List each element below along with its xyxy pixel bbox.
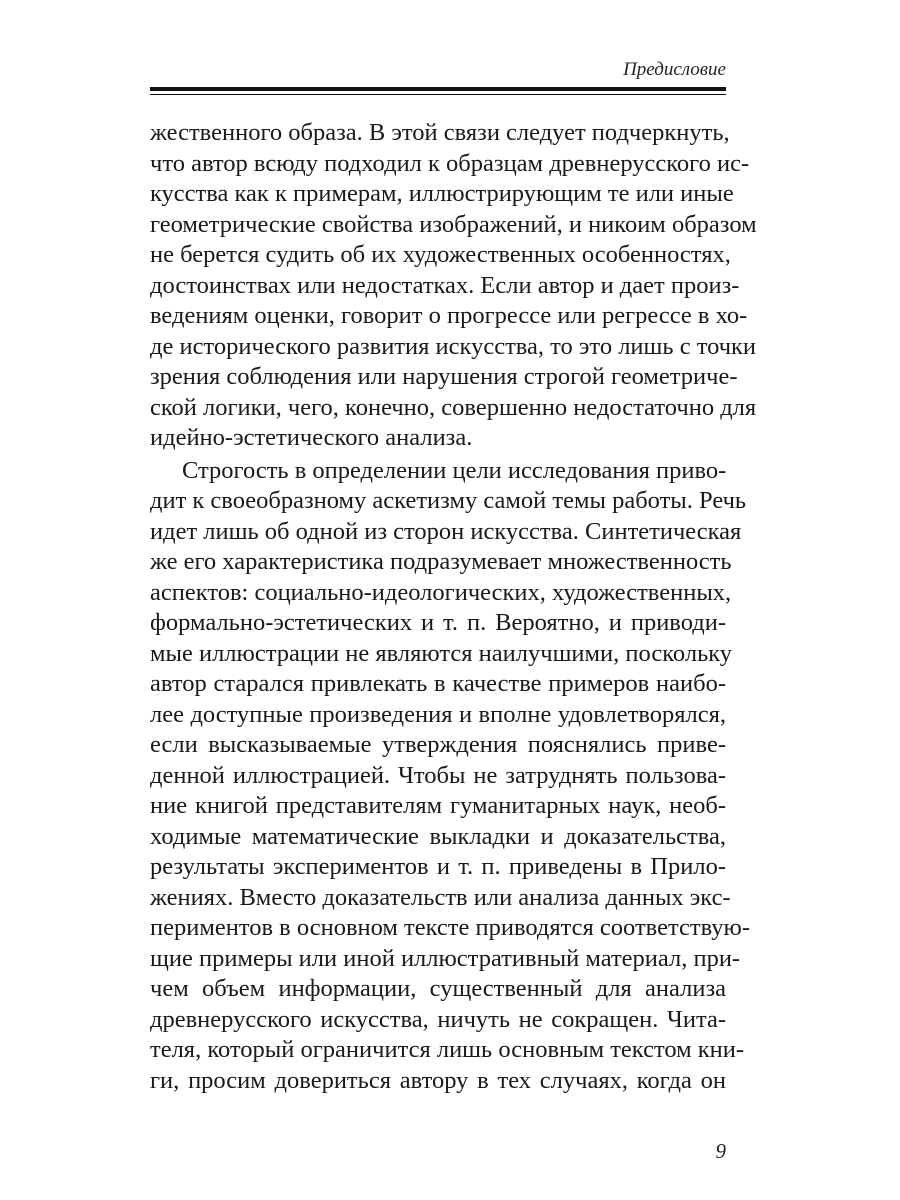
text-line: ской логики, чего, конечно, совершенно недостаточно для — [150, 393, 757, 421]
text-line: кусства как к примерам, иллюстрирующим те или иные — [150, 180, 734, 207]
text-line: теля, который ограничится лишь основным текстом кни- — [150, 1036, 745, 1063]
text-line: аспектов: социально-идеологических, художественных, — [150, 578, 732, 606]
text-line: формально-эстетических и т. п. Вероятно, и приводи- — [150, 609, 726, 636]
text-line: автор старался привлекать в качестве примеров наибо- — [150, 670, 726, 697]
body-text — [150, 118, 757, 1096]
text-line: что автор всюду подходил к образцам древнерусского ис- — [150, 149, 750, 177]
text-line: же его характеристика подразумевает множественность — [150, 548, 732, 575]
text-line: периментов в основном тексте приводятся соответствую- — [150, 914, 751, 941]
text-line: ходимые математические выкладки и доказательства, — [150, 822, 726, 850]
text-line: жениях. Вместо доказательств или анализа данных экс- — [150, 883, 731, 911]
header-rule-thick — [150, 87, 726, 91]
text-line: достоинствах или недостатках. Если автор и дает произ- — [150, 271, 740, 299]
text-line: Строгость в определении цели исследования приво- — [182, 456, 727, 484]
running-head-title: Предисловие — [623, 59, 726, 80]
text-line: идейно-эстетического анализа. — [150, 424, 473, 451]
text-line: если высказываемые утверждения пояснялись приве- — [150, 731, 726, 758]
text-line: ги, просим довериться автору в тех случаях, когда он — [150, 1066, 726, 1094]
text-line: денной иллюстрацией. Чтобы не затруднять пользова- — [150, 761, 726, 789]
text-line: де исторического развития искусства, то это лишь с точки — [150, 332, 757, 360]
paragraph-2 — [150, 456, 751, 1097]
text-line: жественного образа. В этой связи следует подчеркнуть, — [150, 119, 730, 146]
text-line: ние книгой представителям гуманитарных наук, необ- — [150, 792, 726, 819]
text-line: древнерусского искусства, ничуть не сокращен. Чита- — [150, 1005, 726, 1033]
text-line: идет лишь об одной из сторон искусства. Синтетическая — [150, 517, 742, 545]
header-rule-thin — [150, 94, 726, 95]
text-line: щие примеры или иной иллюстративный материал, при- — [150, 944, 741, 972]
text-line: результаты экспериментов и т. п. приведены в Прило- — [150, 853, 726, 880]
text-line: зрения соблюдения или нарушения строгой геометриче- — [150, 363, 738, 390]
text-line: не берется судить об их художественных особенностях, — [150, 241, 731, 268]
page-number: 9 — [715, 1139, 726, 1163]
text-line: дит к своеобразному аскетизму самой темы работы. Речь — [150, 487, 747, 514]
text-line: ведениям оценки, говорит о прогрессе или регрессе в хо- — [150, 302, 748, 329]
text-line: чем объем информации, существенный для анализа — [150, 975, 726, 1002]
text-line: мые иллюстрации не являются наилучшими, поскольку — [150, 639, 733, 667]
text-line: лее доступные произведения и вполне удовлетворялся, — [150, 700, 726, 728]
text-line: геометрические свойства изображений, и никоим образом — [150, 210, 757, 238]
paragraph-1 — [150, 118, 757, 454]
